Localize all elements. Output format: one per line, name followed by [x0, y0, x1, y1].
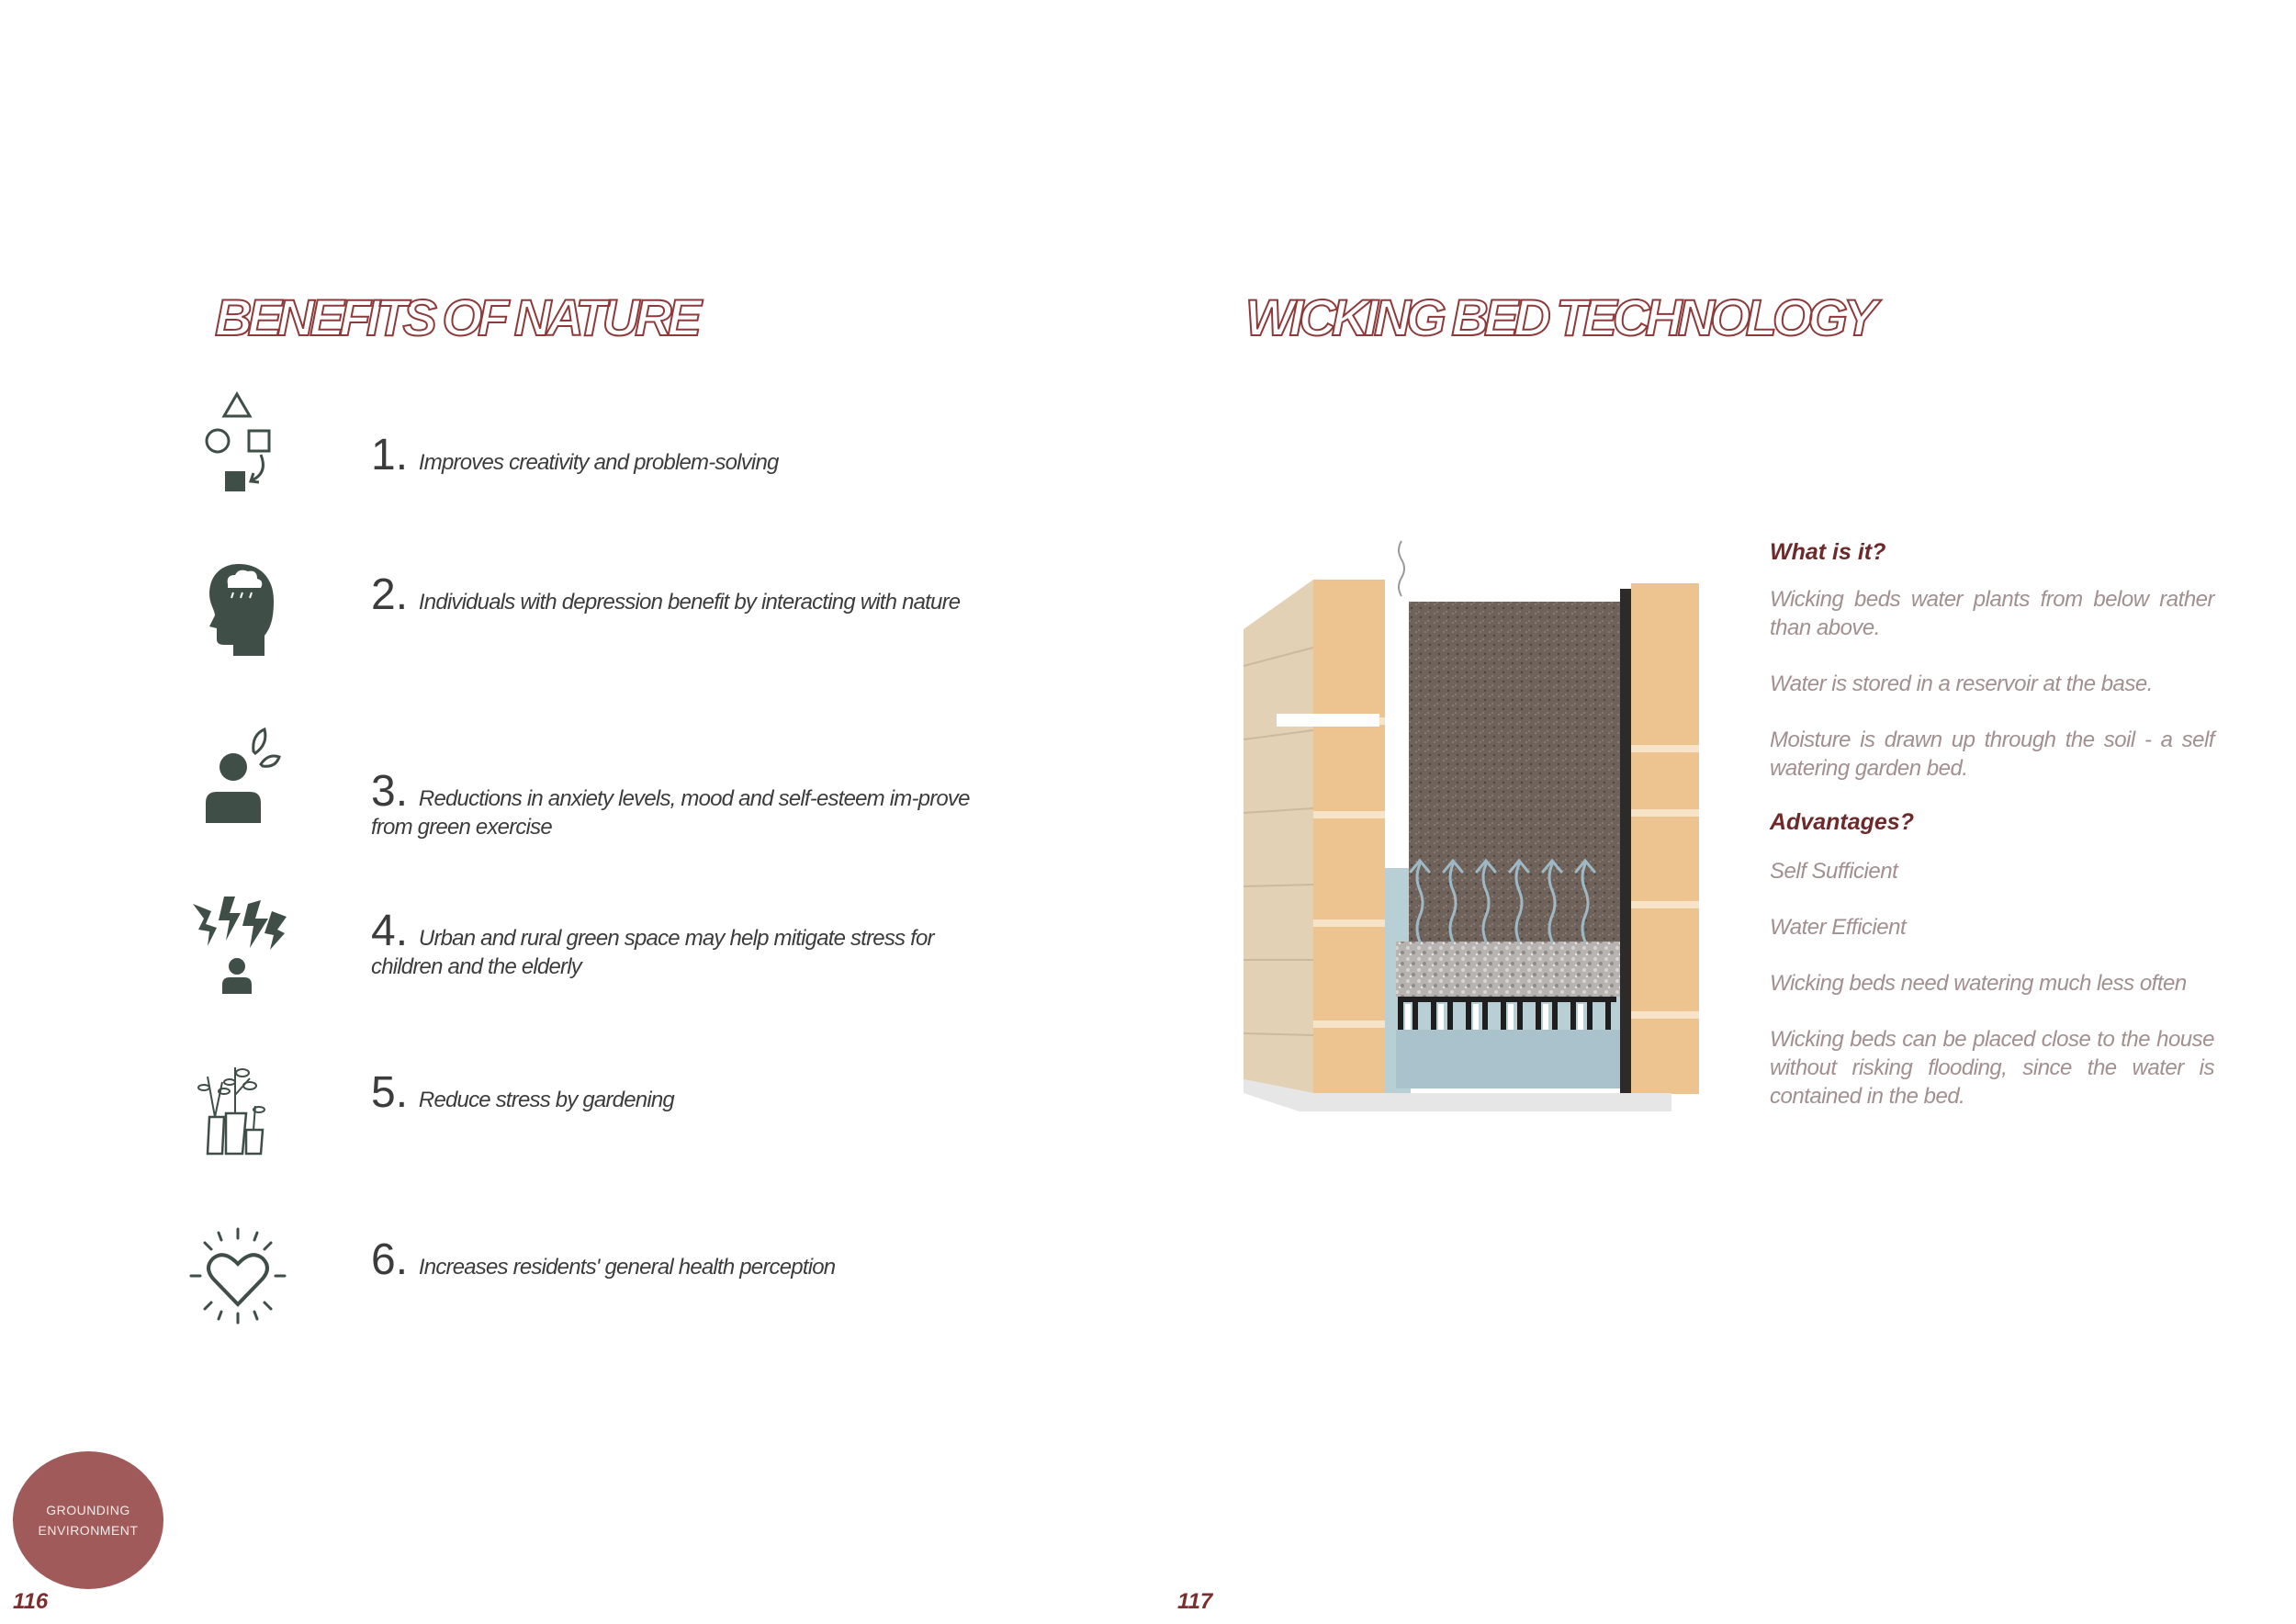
advantages-heading: Advantages?: [1770, 809, 1914, 835]
benefit-text: Reduce stress by gardening: [418, 1088, 674, 1112]
benefit-6: [371, 1235, 996, 1284]
benefit-3: [371, 767, 996, 841]
right-page-title: WICKING BED TECHNOLOGY: [1245, 288, 1874, 346]
badge-line: GROUNDING: [46, 1503, 130, 1517]
advantage-item: Wicking beds need watering much less often: [1770, 971, 2187, 996]
stress-bolts-icon: [189, 893, 290, 996]
what-paragraph: Wicking beds water plants from below rather than above.: [1770, 587, 2214, 640]
benefit-number: 1.: [371, 431, 409, 479]
benefit-1: [371, 431, 996, 479]
benefit-text: Improves creativity and problem-solving: [418, 450, 779, 475]
head-cloud-icon: [204, 557, 277, 658]
wicking-bed-description: [1770, 538, 2214, 1111]
benefit-number: 6.: [371, 1235, 409, 1284]
shapes-icon: [200, 390, 283, 501]
benefit-5: [371, 1068, 996, 1117]
badge-line: ENVIRONMENT: [38, 1523, 139, 1538]
right-page-number: 117: [1177, 1589, 1213, 1614]
benefit-text: Increases residents' general health perception: [418, 1255, 836, 1280]
benefit-text: Reductions in anxiety levels, mood and self-esteem im-prove from green exercise: [371, 786, 970, 840]
glowing-heart-icon: [187, 1225, 288, 1326]
left-page-title: BENEFITS OF NATURE: [215, 288, 697, 346]
benefit-4: [371, 907, 996, 981]
benefit-number: 3.: [371, 767, 409, 816]
benefit-text: Urban and rural green space may help mitigate stress for children and the elderly: [371, 926, 934, 979]
advantage-item: Self Sufficient: [1770, 859, 1898, 884]
what-paragraph: Moisture is drawn up through the soil - a self watering garden bed.: [1770, 727, 2214, 781]
advantage-item: Water Efficient: [1770, 915, 1907, 940]
benefit-2: [371, 570, 996, 619]
potted-plants-icon: [195, 1058, 277, 1159]
benefit-number: 5.: [371, 1068, 409, 1117]
person-leaf-icon: [202, 726, 285, 827]
section-badge: [13, 1451, 163, 1589]
benefit-text: Individuals with depression benefit by interacting with nature: [418, 590, 961, 615]
what-paragraph: Water is stored in a reservoir at the base.: [1770, 671, 2153, 696]
left-page-number: 116: [13, 1589, 49, 1614]
advantage-item: Wicking beds can be placed close to the house without risking flooding, since the water is contained in the bed.: [1770, 1027, 2214, 1109]
what-is-it-heading: What is it?: [1770, 539, 1886, 565]
wicking-bed-diagram: [1240, 537, 1717, 1116]
benefit-number: 4.: [371, 907, 409, 955]
benefit-number: 2.: [371, 570, 409, 619]
